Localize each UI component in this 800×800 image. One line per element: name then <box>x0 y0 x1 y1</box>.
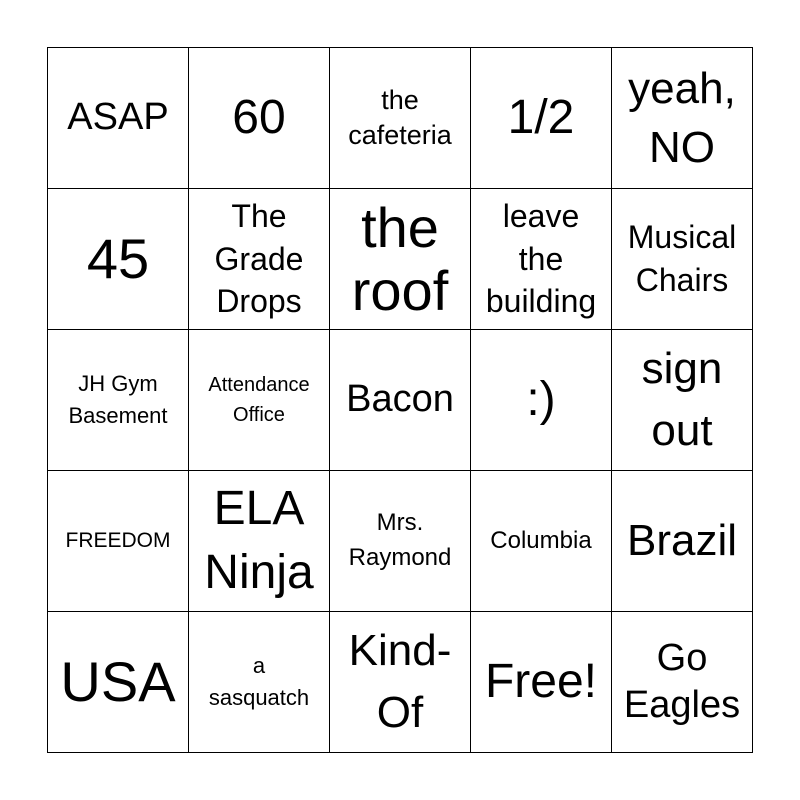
cell-text: FREEDOM <box>65 529 171 553</box>
bingo-cell-r1c4[interactable] <box>471 48 612 189</box>
cell-text: The Grade Drops <box>214 198 304 320</box>
bingo-cell-r4c4[interactable] <box>471 471 612 612</box>
cell-text: :) <box>526 373 556 427</box>
cell-text: the roof <box>351 195 449 322</box>
cell-text: Brazil <box>626 515 738 565</box>
bingo-cell-r1c3[interactable] <box>330 48 471 189</box>
bingo-board <box>47 47 753 753</box>
bingo-cell-r5c1[interactable] <box>48 612 189 753</box>
cell-text: Attendance Office <box>208 374 310 426</box>
cell-text: a sasquatch <box>208 653 310 710</box>
cell-text: USA <box>60 650 176 714</box>
cell-text: the cafeteria <box>348 84 452 150</box>
cell-text: 60 <box>232 91 286 145</box>
bingo-cell-r3c3[interactable] <box>330 330 471 471</box>
cell-text: ASAP <box>67 96 169 139</box>
bingo-cell-r2c3[interactable] <box>330 189 471 330</box>
cell-text: Musical Chairs <box>627 219 737 298</box>
bingo-cell-r5c4[interactable] <box>471 612 612 753</box>
bingo-cell-r3c2[interactable] <box>189 330 330 471</box>
bingo-cell-r2c4[interactable] <box>471 189 612 330</box>
bingo-cell-r2c2[interactable] <box>189 189 330 330</box>
bingo-cell-r3c4[interactable] <box>471 330 612 471</box>
bingo-cell-r5c5[interactable] <box>612 612 753 753</box>
bingo-cell-r2c1[interactable] <box>48 189 189 330</box>
cell-text: Free! <box>484 655 598 709</box>
bingo-cell-r5c2[interactable] <box>189 612 330 753</box>
cell-text: ELA Ninja <box>204 482 314 599</box>
cell-text: Columbia <box>490 526 592 554</box>
bingo-cell-r4c3[interactable] <box>330 471 471 612</box>
cell-text: Kind- Of <box>348 625 452 737</box>
cell-text: 45 <box>86 227 150 291</box>
bingo-cell-r4c2[interactable] <box>189 471 330 612</box>
cell-text: Bacon <box>346 378 454 421</box>
cell-text: 1/2 <box>507 91 575 145</box>
bingo-cell-r3c1[interactable] <box>48 330 189 471</box>
bingo-cell-r1c1[interactable] <box>48 48 189 189</box>
bingo-cell-r2c5[interactable] <box>612 189 753 330</box>
bingo-cell-r1c5[interactable] <box>612 48 753 189</box>
cell-text: sign out <box>641 343 723 455</box>
bingo-cell-r5c3[interactable] <box>330 612 471 753</box>
bingo-cell-r3c5[interactable] <box>612 330 753 471</box>
bingo-cell-r4c1[interactable] <box>48 471 189 612</box>
bingo-cell-r1c2[interactable] <box>189 48 330 189</box>
cell-text: leave the building <box>485 198 597 320</box>
cell-text: yeah, NO <box>628 63 736 172</box>
cell-text: JH Gym Basement <box>68 371 168 428</box>
cell-text: Mrs. Raymond <box>348 509 452 571</box>
bingo-cell-r4c5[interactable] <box>612 471 753 612</box>
cell-text: Go Eagles <box>623 636 741 726</box>
